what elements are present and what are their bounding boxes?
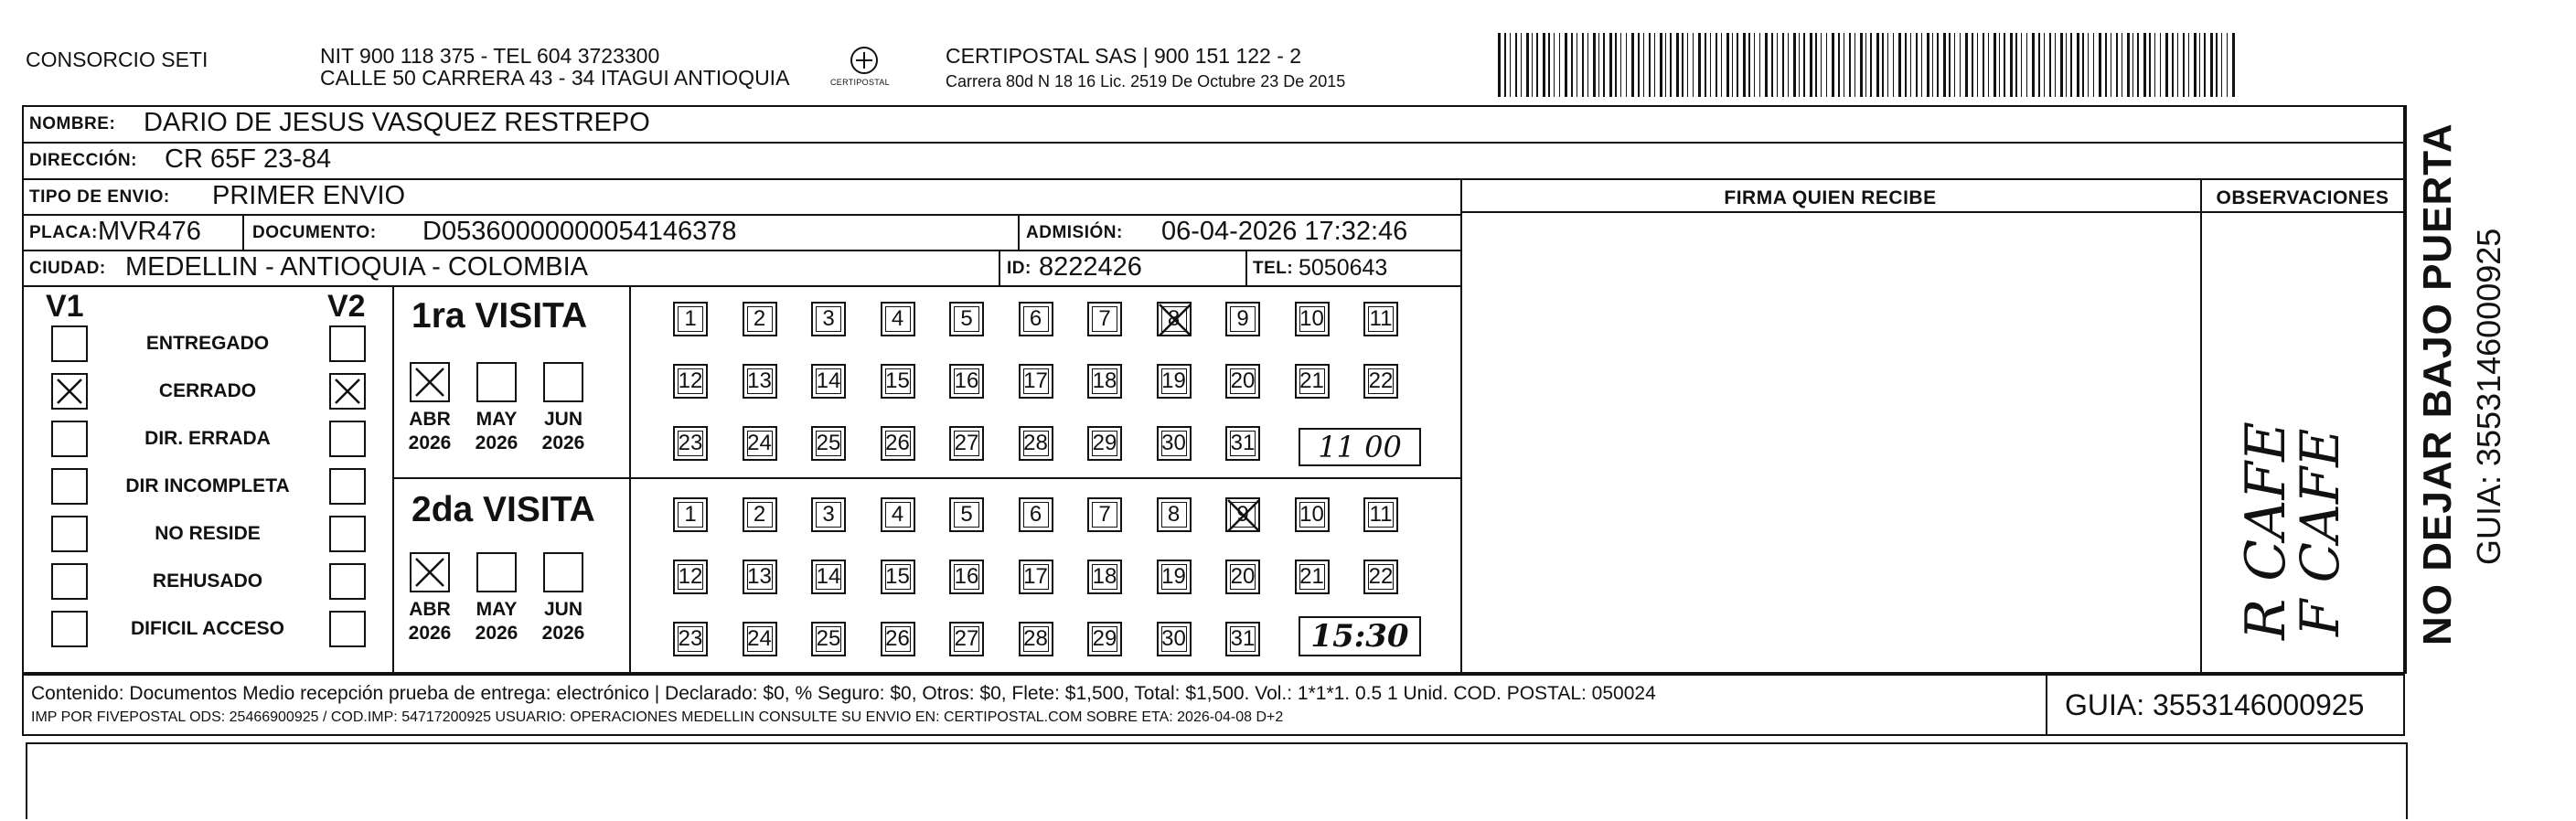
status-label-5: REHUSADO [152, 570, 263, 592]
firma-header: FIRMA QUIEN RECIBE [1724, 187, 1937, 208]
first-day-25[interactable] [811, 426, 846, 461]
col-divider [1245, 250, 1247, 285]
day-number: 22 [1368, 368, 1394, 393]
first-day-19[interactable] [1157, 364, 1192, 399]
day-number: 7 [1098, 502, 1111, 527]
day-number: 1 [684, 502, 697, 527]
documento-label: DOCUMENTO: [252, 223, 377, 242]
first-day-22[interactable] [1363, 364, 1398, 399]
second-day-18[interactable] [1087, 560, 1122, 594]
id-value: 8222426 [1039, 252, 1142, 282]
day-number: 28 [1023, 626, 1048, 651]
day-number: 3 [822, 306, 835, 331]
day-number: 21 [1299, 368, 1324, 393]
day-number: 16 [954, 564, 979, 589]
month-year: 2026 [475, 623, 518, 645]
v2-label: V2 [327, 289, 366, 324]
first-month-box-1[interactable] [476, 362, 517, 402]
admision-label: ADMISIÓN: [1026, 223, 1123, 242]
footer-content-line: Contenido: Documentos Medio recepción prueba de entrega: electrónico | Declarado: $0, % Seguro: $0, Otros: $0, Flete: $1,500, Total: $1,500. Vol.: 1*1*1. 0.5 1 Unid. COD. POSTAL: 050024 [31, 683, 1656, 704]
day-number: 6 [1029, 502, 1042, 527]
tel-value: 5050643 [1299, 255, 1388, 281]
nombre-label: NOMBRE: [29, 114, 116, 133]
day-number: 3 [822, 502, 835, 527]
second-day-3[interactable] [811, 497, 846, 532]
col-divider [2046, 674, 2047, 736]
first-day-21[interactable] [1295, 364, 1330, 399]
month-name: ABR [409, 599, 451, 620]
day-number: 10 [1299, 502, 1324, 527]
second-day-27[interactable] [949, 622, 984, 656]
month-name: JUN [543, 409, 583, 430]
day-number: 13 [747, 368, 772, 393]
observation-handwriting-2: F CAFE [2289, 428, 2351, 636]
second-day-9[interactable] [1225, 497, 1260, 532]
first-day-31[interactable] [1225, 426, 1260, 461]
second-day-24[interactable] [743, 622, 777, 656]
day-number: 28 [1023, 431, 1048, 455]
second-day-1[interactable] [673, 497, 708, 532]
v2-checkbox-2[interactable] [329, 421, 366, 457]
v1-checkbox-2[interactable] [51, 421, 88, 457]
second-day-26[interactable] [881, 622, 915, 656]
day-number: 26 [885, 431, 910, 455]
status-label-2: DIR. ERRADA [144, 428, 271, 449]
v1-checkbox-1[interactable] [51, 373, 88, 410]
second-month-box-2[interactable] [543, 552, 583, 592]
status-label-0: ENTREGADO [145, 333, 270, 354]
col-divider [242, 214, 244, 250]
day-number: 12 [678, 564, 703, 589]
second-day-12[interactable] [673, 560, 708, 594]
first-day-13[interactable] [743, 364, 777, 399]
col-divider [2200, 178, 2202, 674]
col-divider [629, 285, 631, 674]
day-number: 9 [1236, 306, 1249, 331]
day-number: 21 [1299, 564, 1324, 589]
second-day-19[interactable] [1157, 560, 1192, 594]
documento-value: D05360000000054146378 [422, 217, 737, 246]
first-day-14[interactable] [811, 364, 846, 399]
day-number: 31 [1230, 431, 1256, 455]
logo-text: CERTIPOSTAL [830, 78, 890, 87]
day-number: 23 [678, 431, 703, 455]
day-number: 10 [1299, 306, 1324, 331]
second-month-label-1 [471, 598, 522, 646]
second-day-25[interactable] [811, 622, 846, 656]
visit-1-time[interactable]: 11 00 [1299, 428, 1421, 466]
admision-value: 06-04-2026 17:32:46 [1161, 217, 1408, 246]
first-day-23[interactable] [673, 426, 708, 461]
day-number: 15 [885, 564, 910, 589]
second-day-4[interactable] [881, 497, 915, 532]
second-day-10[interactable] [1295, 497, 1330, 532]
first-day-1[interactable] [673, 302, 708, 336]
day-number: 22 [1368, 564, 1394, 589]
status-label-6: DIFICIL ACCESO [130, 618, 284, 639]
first-day-10[interactable] [1295, 302, 1330, 336]
second-day-21[interactable] [1295, 560, 1330, 594]
second-day-13[interactable] [743, 560, 777, 594]
day-number: 11 [1369, 306, 1393, 331]
day-number: 11 [1369, 502, 1393, 527]
nit-line: NIT 900 118 375 - TEL 604 3723300 [320, 44, 660, 68]
month-year: 2026 [408, 432, 452, 454]
day-number: 20 [1230, 368, 1256, 393]
day-number: 25 [816, 626, 841, 651]
second-day-7[interactable] [1087, 497, 1122, 532]
footer-guia: GUIA: 3553146000925 [2065, 688, 2365, 721]
day-number: 2 [753, 502, 766, 527]
status-label-4: NO RESIDE [155, 523, 261, 544]
day-number: 29 [1092, 626, 1117, 651]
col-divider [1460, 178, 1462, 674]
second-day-28[interactable] [1019, 622, 1053, 656]
month-year: 2026 [541, 432, 585, 454]
day-number: 8 [1167, 306, 1181, 331]
first-day-4[interactable] [881, 302, 915, 336]
first-day-11[interactable] [1363, 302, 1398, 336]
footer-imp-line: IMP POR FIVEPOSTAL ODS: 25466900925 / COD.IMP: 54717200925 USUARIO: OPERACIONES MEDELLIN CONSULTE SU ENVIO EN: CERTIPOSTAL.COM SOBRE ETA: 2026-04-08 D+2 [31, 709, 1284, 725]
v1-checkbox-6[interactable] [51, 611, 88, 647]
tipo-value: PRIMER ENVIO [212, 181, 406, 210]
second-day-29[interactable] [1087, 622, 1122, 656]
day-number: 5 [960, 502, 973, 527]
second-day-22[interactable] [1363, 560, 1398, 594]
ciudad-value: MEDELLIN - ANTIOQUIA - COLOMBIA [125, 252, 588, 282]
certipostal-logo-icon [830, 44, 898, 101]
second-day-15[interactable] [881, 560, 915, 594]
side-warning: NO DEJAR BAJO PUERTA [2415, 123, 2460, 645]
day-number: 2 [753, 306, 766, 331]
day-number: 31 [1230, 626, 1256, 651]
day-number: 7 [1098, 306, 1111, 331]
first-day-16[interactable] [949, 364, 984, 399]
first-day-24[interactable] [743, 426, 777, 461]
day-number: 27 [954, 431, 979, 455]
month-name: ABR [409, 409, 451, 430]
first-month-label-1 [471, 408, 522, 456]
second-day-17[interactable] [1019, 560, 1053, 594]
visit-2-title: 2da VISITA [412, 490, 595, 529]
second-day-2[interactable] [743, 497, 777, 532]
month-name: JUN [543, 599, 583, 620]
first-day-28[interactable] [1019, 426, 1053, 461]
second-day-20[interactable] [1225, 560, 1260, 594]
day-number: 4 [891, 502, 904, 527]
day-number: 17 [1023, 368, 1048, 393]
first-day-18[interactable] [1087, 364, 1122, 399]
first-day-15[interactable] [881, 364, 915, 399]
id-label: ID: [1007, 259, 1031, 278]
first-day-27[interactable] [949, 426, 984, 461]
second-day-16[interactable] [949, 560, 984, 594]
first-day-20[interactable] [1225, 364, 1260, 399]
v1-checkbox-3[interactable] [51, 468, 88, 505]
first-month-label-2 [538, 408, 589, 456]
second-month-label-0 [404, 598, 455, 646]
day-number: 8 [1167, 502, 1181, 527]
day-number: 30 [1161, 626, 1186, 651]
certipostal-line: CERTIPOSTAL SAS | 900 151 122 - 2 [946, 44, 1302, 68]
row-divider [392, 477, 1460, 479]
first-month-box-2[interactable] [543, 362, 583, 402]
v2-checkbox-5[interactable] [329, 563, 366, 600]
month-year: 2026 [475, 432, 518, 454]
col-divider [1018, 214, 1020, 250]
first-day-26[interactable] [881, 426, 915, 461]
second-day-23[interactable] [673, 622, 708, 656]
certipostal-logo [830, 44, 898, 101]
day-number: 5 [960, 306, 973, 331]
day-number: 18 [1092, 564, 1117, 589]
day-number: 30 [1161, 431, 1186, 455]
second-day-31[interactable] [1225, 622, 1260, 656]
second-day-14[interactable] [811, 560, 846, 594]
second-day-6[interactable] [1019, 497, 1053, 532]
status-label-1: CERRADO [158, 380, 257, 401]
lower-frame [26, 742, 2408, 819]
month-year: 2026 [408, 623, 452, 645]
second-month-box-0[interactable] [410, 552, 450, 592]
day-number: 24 [747, 431, 772, 455]
row-divider [22, 142, 2407, 144]
second-day-11[interactable] [1363, 497, 1398, 532]
day-number: 25 [816, 431, 841, 455]
v2-checkbox-4[interactable] [329, 516, 366, 552]
first-month-box-0[interactable] [410, 362, 450, 402]
day-number: 1 [684, 306, 697, 331]
day-number: 26 [885, 626, 910, 651]
day-number: 4 [891, 306, 904, 331]
row-divider [22, 178, 2407, 180]
second-month-box-1[interactable] [476, 552, 517, 592]
first-day-5[interactable] [949, 302, 984, 336]
observation-handwriting-1: R CAFE [2234, 421, 2298, 640]
first-day-29[interactable] [1087, 426, 1122, 461]
day-number: 18 [1092, 368, 1117, 393]
direccion-label: DIRECCIÓN: [29, 151, 137, 170]
month-name: MAY [476, 599, 518, 620]
second-month-label-2 [538, 598, 589, 646]
v1-label: V1 [46, 289, 84, 324]
month-name: MAY [476, 409, 518, 430]
day-number: 12 [678, 368, 703, 393]
day-number: 24 [747, 626, 772, 651]
v1-checkbox-4[interactable] [51, 516, 88, 552]
address-line: CALLE 50 CARRERA 43 - 34 ITAGUI ANTIOQUIA [320, 66, 790, 90]
right-border [2405, 105, 2407, 674]
first-day-8[interactable] [1157, 302, 1192, 336]
v2-checkbox-6[interactable] [329, 611, 366, 647]
first-day-3[interactable] [811, 302, 846, 336]
nombre-value: DARIO DE JESUS VASQUEZ RESTREPO [144, 108, 650, 137]
visit-1-title: 1ra VISITA [412, 296, 588, 336]
placa-value: MVR476 [98, 217, 201, 246]
observaciones-header: OBSERVACIONES [2216, 187, 2389, 208]
v2-checkbox-0[interactable] [329, 325, 366, 362]
second-day-30[interactable] [1157, 622, 1192, 656]
day-number: 17 [1023, 564, 1048, 589]
tipo-label: TIPO DE ENVIO: [29, 187, 170, 207]
signature-area[interactable] [1463, 213, 2198, 672]
v1-checkbox-0[interactable] [51, 325, 88, 362]
first-day-17[interactable] [1019, 364, 1053, 399]
tel-label: TEL: [1253, 259, 1294, 278]
second-day-8[interactable] [1157, 497, 1192, 532]
company-name: CONSORCIO SETI [26, 48, 208, 71]
first-day-9[interactable] [1225, 302, 1260, 336]
v1-checkbox-5[interactable] [51, 563, 88, 600]
first-day-12[interactable] [673, 364, 708, 399]
day-number: 19 [1161, 564, 1186, 589]
col-divider [999, 250, 1000, 285]
first-day-30[interactable] [1157, 426, 1192, 461]
first-month-label-0 [404, 408, 455, 456]
col-divider [392, 285, 394, 674]
ciudad-label: CIUDAD: [29, 259, 106, 278]
v2-checkbox-3[interactable] [329, 468, 366, 505]
day-number: 29 [1092, 431, 1117, 455]
second-day-5[interactable] [949, 497, 984, 532]
day-number: 19 [1161, 368, 1186, 393]
day-number: 14 [816, 368, 841, 393]
day-number: 23 [678, 626, 703, 651]
day-number: 6 [1029, 306, 1042, 331]
day-number: 13 [747, 564, 772, 589]
barcode-icon [1498, 33, 2239, 97]
license-line: Carrera 80d N 18 16 Lic. 2519 De Octubre 23 De 2015 [946, 72, 1346, 91]
v2-checkbox-1[interactable] [329, 373, 366, 410]
day-number: 20 [1230, 564, 1256, 589]
row-divider [22, 214, 1460, 216]
status-label-3: DIR INCOMPLETA [125, 475, 290, 496]
side-guia: GUIA: 3553146000925 [2470, 228, 2507, 565]
visit-2-time[interactable]: 15:30 [1299, 616, 1421, 656]
first-day-7[interactable] [1087, 302, 1122, 336]
day-number: 16 [954, 368, 979, 393]
day-number: 14 [816, 564, 841, 589]
row-divider [22, 285, 1460, 287]
placa-label: PLACA: [29, 223, 98, 242]
direccion-value: CR 65F 23-84 [165, 144, 332, 174]
day-number: 15 [885, 368, 910, 393]
month-year: 2026 [541, 623, 585, 645]
first-day-6[interactable] [1019, 302, 1053, 336]
first-day-2[interactable] [743, 302, 777, 336]
day-number: 9 [1236, 502, 1249, 527]
day-number: 27 [954, 626, 979, 651]
barcode [1498, 33, 2239, 97]
